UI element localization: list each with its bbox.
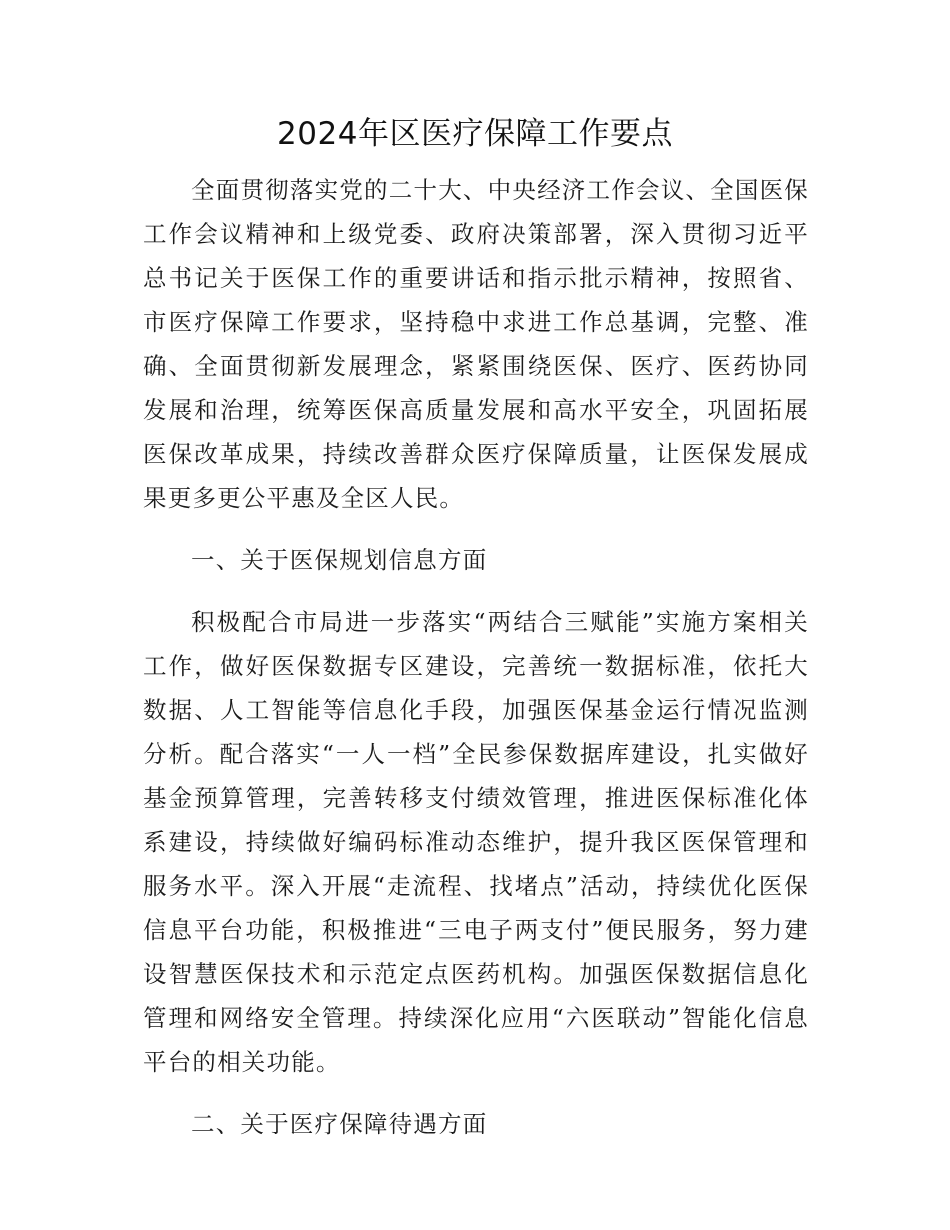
section-1-paragraph: 积极配合市局进一步落实“两结合三赋能”实施方案相关工作，做好医保数据专区建设，完善统一数据标准，依托大数据、人工智能等信息化手段，加强医保基金运行情况监测分析。配合落实“一人一档”全民参保数据库建设，扎实做好基金预算管理，完善转移支付绩效管理，推进医保标准化体系建设，持续做好编码标准动态维护，提升我区医保管理和服务水平。深入开展“走流程、找堵点”活动，持续优化医保信息平台功能，积极推进“三电子两支付”便民服务，努力建设智慧医保技术和示范定点医药机构。加强医保数据信息化管理和网络安全管理。持续深化应用“六医联动”智能化信息平台的相关功能。 xyxy=(143,608,809,1076)
document-body xyxy=(143,168,809,1164)
section-heading-2: 二、关于医疗保障待遇方面 xyxy=(191,1110,488,1138)
document-title: 2024年区医疗保障工作要点 xyxy=(277,116,673,152)
section-heading-1: 一、关于医保规划信息方面 xyxy=(191,546,488,574)
intro-paragraph: 全面贯彻落实党的二十大、中央经济工作会议、全国医保工作会议精神和上级党委、政府决策部署，深入贯彻习近平总书记关于医保工作的重要讲话和指示批示精神，按照省、市医疗保障工作要求，坚持稳中求进工作总基调，完整、准确、全面贯彻新发展理念，紧紧围绕医保、医疗、医药协同发展和治理，统筹医保高质量发展和高水平安全，巩固拓展医保改革成果，持续改善群众医疗保障质量，让医保发展成果更多更公平惠及全区人民。 xyxy=(143,176,809,512)
